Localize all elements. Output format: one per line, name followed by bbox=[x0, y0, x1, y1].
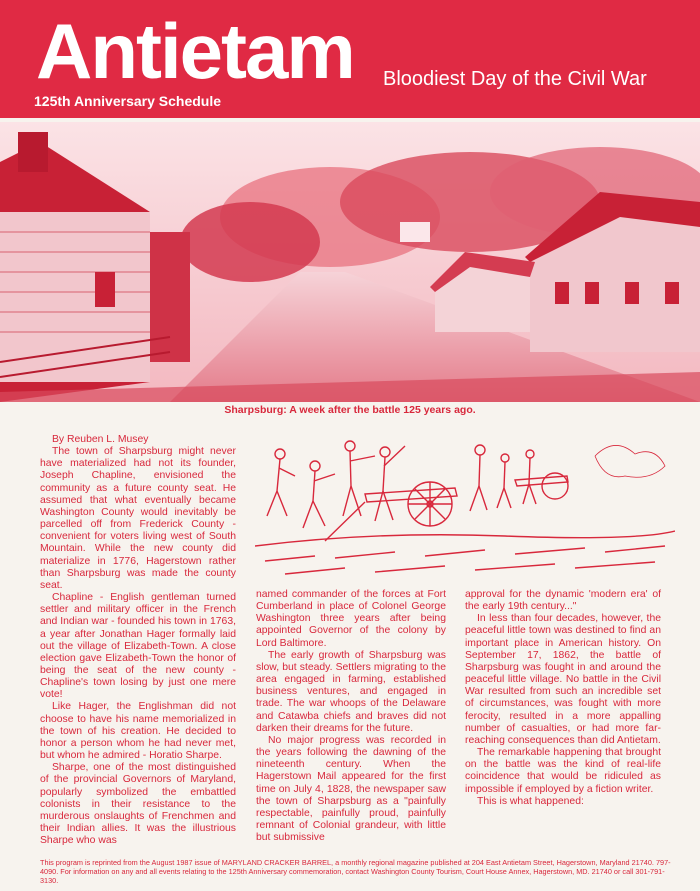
sharpsburg-photo bbox=[0, 122, 700, 402]
paragraph: The remarkable happening that brought on the battle was the kind of real-life coincidence that would be ridiculed as impossible if employed by a fiction writer. bbox=[465, 747, 661, 795]
paragraph: In less than four decades, however, the peaceful little town was destined to find an important place in American history. On September 17, 1862, the battle of Sharpsburg was fought in and around the peaceful little village. No battle in the Civil War resulted from such an incredible set of circumstances, was fought with more ferocity, resulted in a more appalling number of casualties, or had more far-reaching consequences than did Antietam. bbox=[465, 613, 661, 746]
paragraph: Chapline - English gentleman turned settler and military officer in the French and Indian war - founded his town in 1763, a year after Jonathan Hager formally laid out the village of Elizabeth-Town. A close election gave Elizabeth-Town the honor of being the seat of the new county - Chapline's town losing by just one mere vote! bbox=[40, 592, 236, 701]
tagline: Bloodiest Day of the Civil War bbox=[383, 68, 647, 90]
paragraph: Sharpe, one of the most distinguished of the provincial Governors of Maryland, popularly symbolized the embattled colonists in their resistance to the murderous onslaughts of Frenchmen and their Indian allies. It was the illustrious Sharpe who was bbox=[40, 762, 236, 847]
schedule-subtitle: 125th Anniversary Schedule bbox=[34, 93, 222, 109]
paragraph: named commander of the forces at Fort Cumberland in place of Colonel George Washington three years after being appointed Governor of the colony by Lord Baltimore. bbox=[256, 589, 446, 649]
paragraph: The early growth of Sharpsburg was slow, but steady. Settlers migrating to the area engaged in farming, established business ventures, and engaged in trade. The war whoops of the Delaware and Catawba chiefs and braves did not darken their dreams for the future. bbox=[256, 649, 446, 734]
footer-note: This program is reprinted from the August 1987 issue of MARYLAND CRACKER BARREL, a monthly regional magazine published at 204 East Antietam Street, Hagerstown, Maryland 21740. 797-4090. For information on any and all events relating to the 125th Anniversary commemoration, contact Washington County Tourism, Court House Annex, Hagerstown, MD. 21740 or call 301-791-3130. bbox=[40, 858, 671, 885]
paragraph: The town of Sharpsburg might never have materialized had not its founder, Joseph Chapline, envisioned the community as a future county seat. He assumed that what eventually became Washington County would inevitably be parcelled off from Frederick County - convenient for voters living west of South Mountain. While the new county did materialize in 1776, Hagerstown rather than Sharpsburg was made the county seat. bbox=[40, 446, 236, 591]
article-column-3 bbox=[465, 589, 661, 808]
paragraph: approval for the dynamic 'modern era' of the early 19th century..." bbox=[465, 589, 661, 613]
article-column-1 bbox=[40, 434, 236, 847]
paragraph: Like Hager, the Englishman did not choose to have his name memorialized in the town of his creation. He decided to honor a person whom he had never met, but whom he admired - Horatio Sharpe. bbox=[40, 701, 236, 762]
article-column-2 bbox=[256, 589, 446, 844]
byline: By Reuben L. Musey bbox=[52, 434, 149, 445]
page-title: Antietam bbox=[36, 7, 354, 95]
masthead-banner bbox=[0, 0, 700, 118]
paragraph: This is what happened: bbox=[477, 795, 584, 807]
paragraph: No major progress was recorded in the years following the dawning of the nineteenth century. When the Hagerstown Mail appeared for the first time on July 4, 1828, the newspaper saw the town of Sharpsburg as a "painfully respectable, painfully proud, painfully remnant of Colonial grandeur, with little but submissive bbox=[256, 734, 446, 844]
soldiers-cannon-illustration bbox=[255, 436, 675, 584]
photo-caption: Sharpsburg: A week after the battle 125 years ago. bbox=[224, 404, 476, 416]
